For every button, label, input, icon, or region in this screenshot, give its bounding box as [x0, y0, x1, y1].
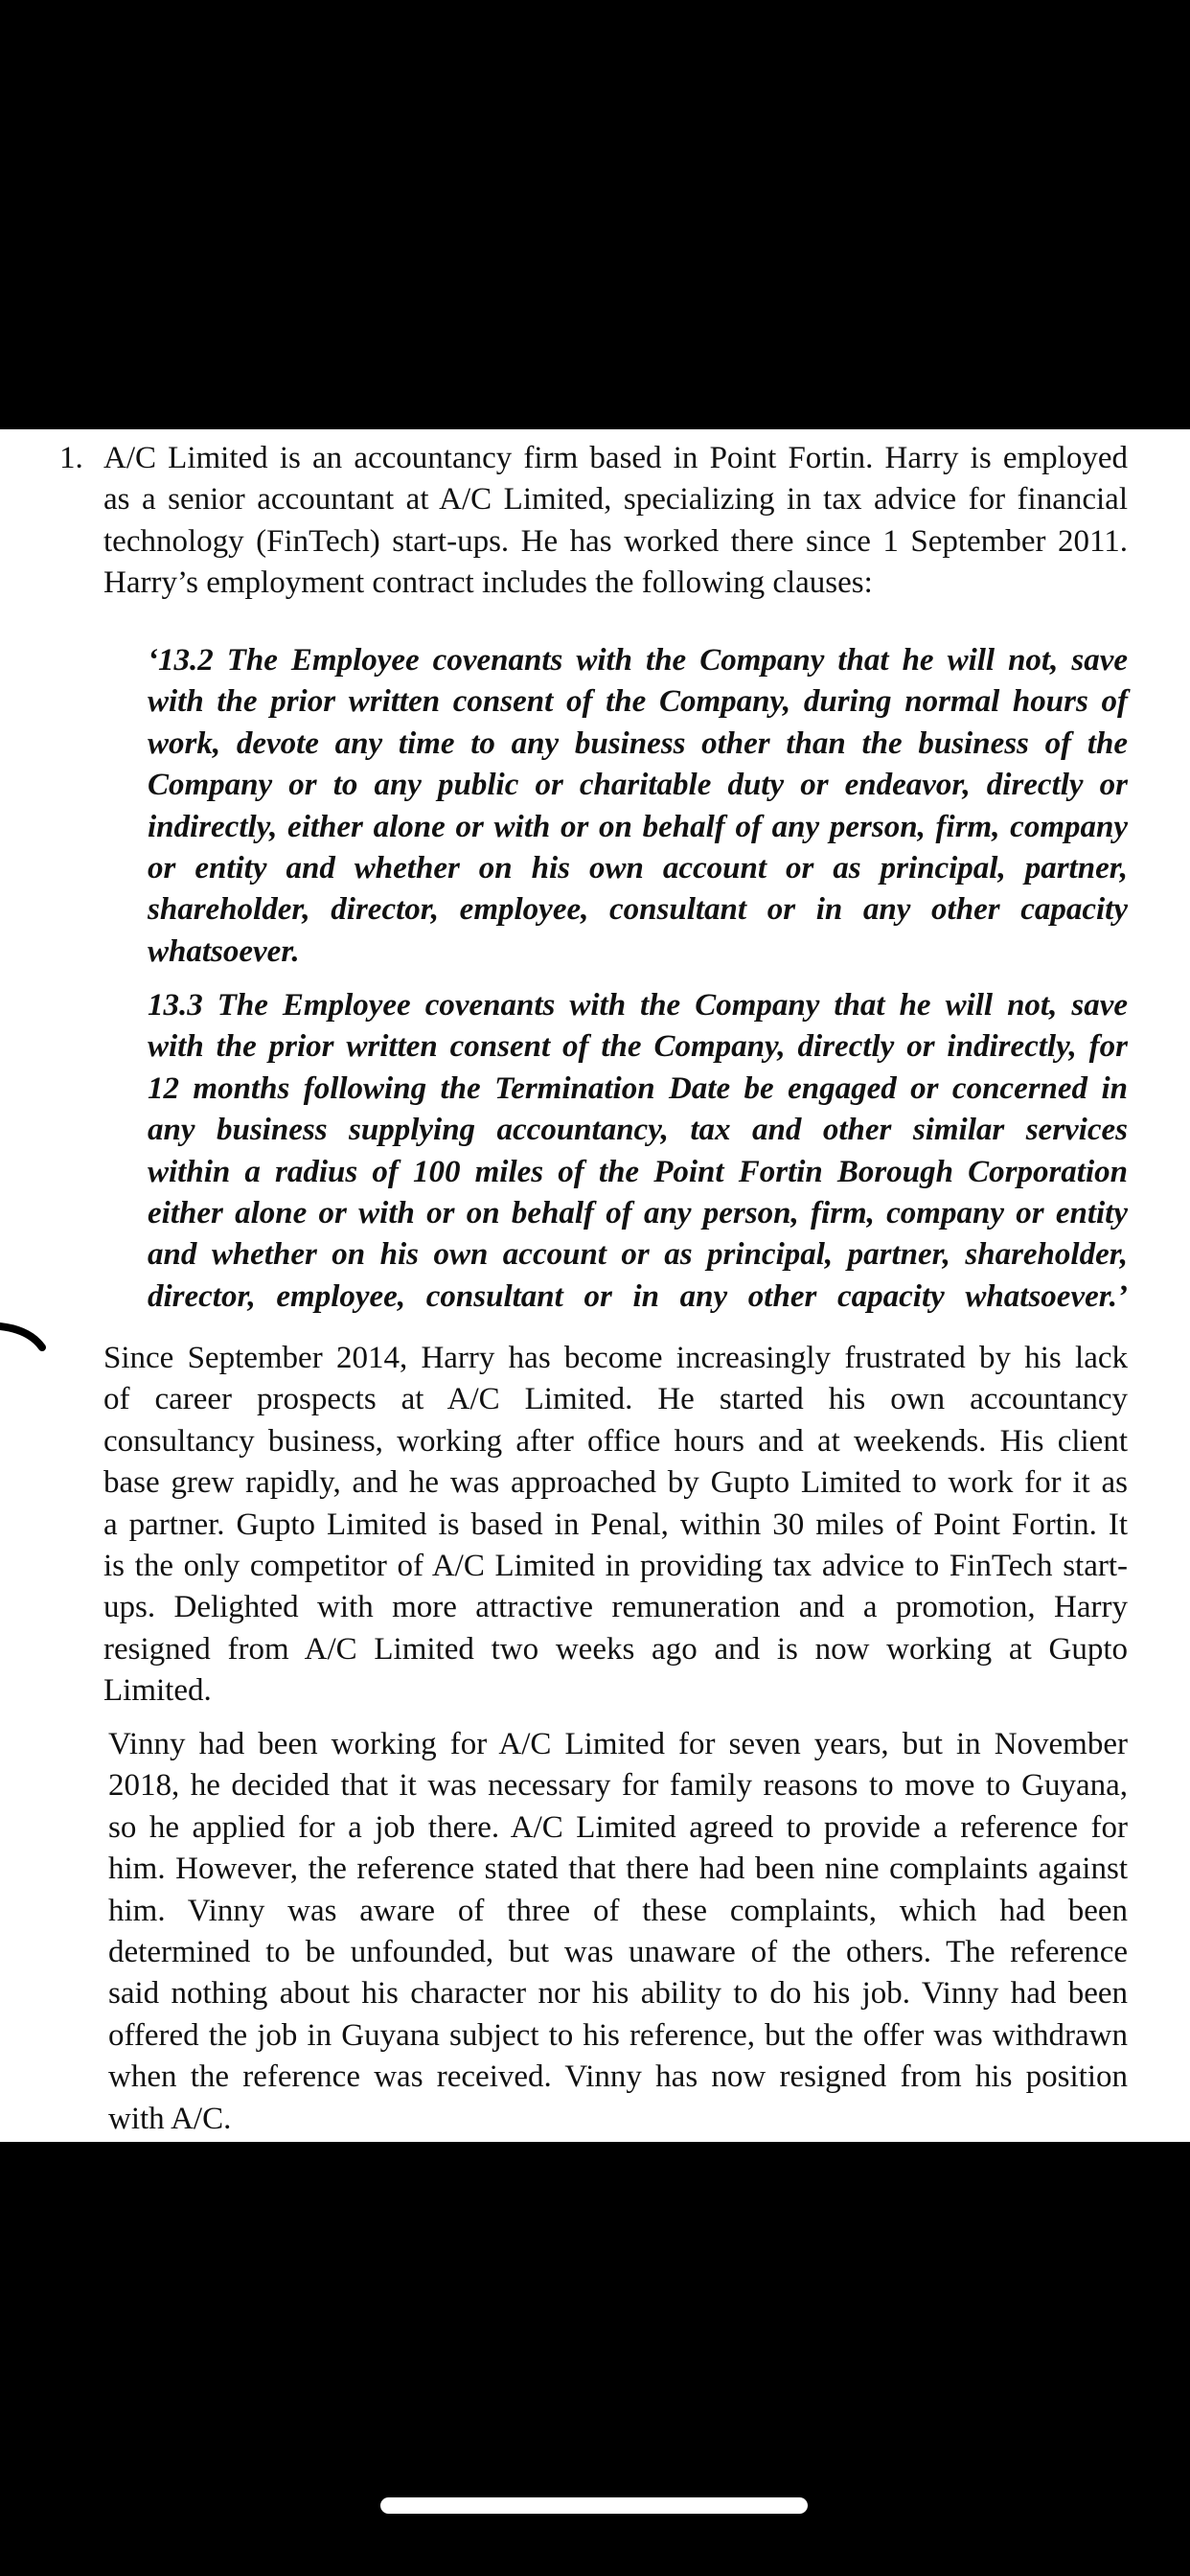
text-line: 2018, he decided that it was necessary for family reasons to move to Guyana, — [108, 1768, 1128, 1804]
text-line: him. However, the reference stated that there had been nine complaints against — [108, 1852, 1128, 1887]
text-line: 12 months following the Termination Date be engaged or concerned in — [148, 1070, 1128, 1106]
pen-mark-icon — [0, 1313, 96, 1370]
text-line: said nothing about his character nor his ability to do his job. Vinny had been — [108, 1976, 1128, 2012]
text-line: work, devote any time to any business other than the business of the — [148, 725, 1128, 761]
text-line: or entity and whether on his own account or as principal, partner, — [148, 850, 1128, 886]
text-line: and whether on his own account or as principal, partner, shareholder, — [148, 1237, 1128, 1273]
intro-paragraph — [103, 438, 1128, 605]
question-number: 1. — [59, 441, 83, 475]
text-line: with the prior written consent of the Company, during normal hours of — [148, 684, 1128, 720]
text-line: indirectly, either alone or with or on behalf of any person, firm, company — [148, 809, 1128, 844]
text-line: Vinny had been working for A/C Limited for seven years, but in November — [108, 1727, 1128, 1761]
text-line: resigned from A/C Limited two weeks ago and is now working at Gupto — [103, 1631, 1128, 1667]
text-line: whatsoever. — [148, 933, 300, 969]
text-line: ups. Delighted with more attractive remuneration and a promotion, Harry — [103, 1590, 1128, 1625]
vinny-paragraph — [108, 1724, 1128, 2140]
clause-13-3 — [148, 985, 1128, 1318]
home-indicator[interactable] — [380, 2497, 808, 2514]
text-line: Limited. — [103, 1673, 212, 1709]
text-line: as a senior accountant at A/C Limited, specializing in tax advice for financial — [103, 482, 1128, 518]
text-line: technology (FinTech) start-ups. He has worked there since 1 September 2011. — [103, 523, 1128, 559]
text-line: when the reference was received. Vinny has now resigned from his position — [108, 2059, 1128, 2095]
text-line: any business supplying accountancy, tax and other similar services — [148, 1113, 1128, 1148]
text-line: A/C Limited is an accountancy firm based in Point Fortin. Harry is employed — [103, 441, 1128, 475]
text-line: within a radius of 100 miles of the Point Fortin Borough Corporation — [148, 1154, 1128, 1189]
text-line: with A/C. — [108, 2101, 232, 2136]
text-line: Since September 2014, Harry has become increasingly frustrated by his lack — [103, 1341, 1128, 1375]
text-line: so he applied for a job there. A/C Limited agreed to provide a reference for — [108, 1809, 1128, 1845]
text-line: Harry’s employment contract includes the following clauses: — [103, 565, 873, 601]
text-line: him. Vinny was aware of three of these complaints, which had been — [108, 1893, 1128, 1928]
clause-13-2 — [148, 640, 1128, 973]
text-line: base grew rapidly, and he was approached by Gupto Limited to work for it as — [103, 1465, 1128, 1501]
text-line: determined to be unfounded, but was unaware of the others. The reference — [108, 1934, 1128, 1969]
text-line: shareholder, director, employee, consultant or in any other capacity — [148, 892, 1128, 928]
text-line: a partner. Gupto Limited is based in Penal, within 30 miles of Point Fortin. It — [103, 1506, 1128, 1542]
text-line: Company or to any public or charitable duty or endeavor, directly or — [148, 768, 1128, 803]
text-line: ‘13.2 The Employee covenants with the Company that he will not, save — [148, 643, 1128, 678]
text-line: director, employee, consultant or in any other capacity whatsoever.’ — [148, 1278, 1128, 1314]
text-line: 13.3 The Employee covenants with the Company that he will not, save — [148, 988, 1128, 1023]
text-line: offered the job in Guyana subject to his reference, but the offer was withdrawn — [108, 2017, 1128, 2053]
harry-paragraph — [103, 1338, 1128, 1713]
text-line: consultancy business, working after office hours and at weekends. His client — [103, 1423, 1128, 1459]
text-line: either alone or with or on behalf of any person, firm, company or entity — [148, 1195, 1128, 1230]
text-line: is the only competitor of A/C Limited in providing tax advice to FinTech start- — [103, 1548, 1128, 1583]
text-line: with the prior written consent of the Company, directly or indirectly, for — [148, 1029, 1128, 1065]
text-line: of career prospects at A/C Limited. He started his own accountancy — [103, 1382, 1128, 1417]
